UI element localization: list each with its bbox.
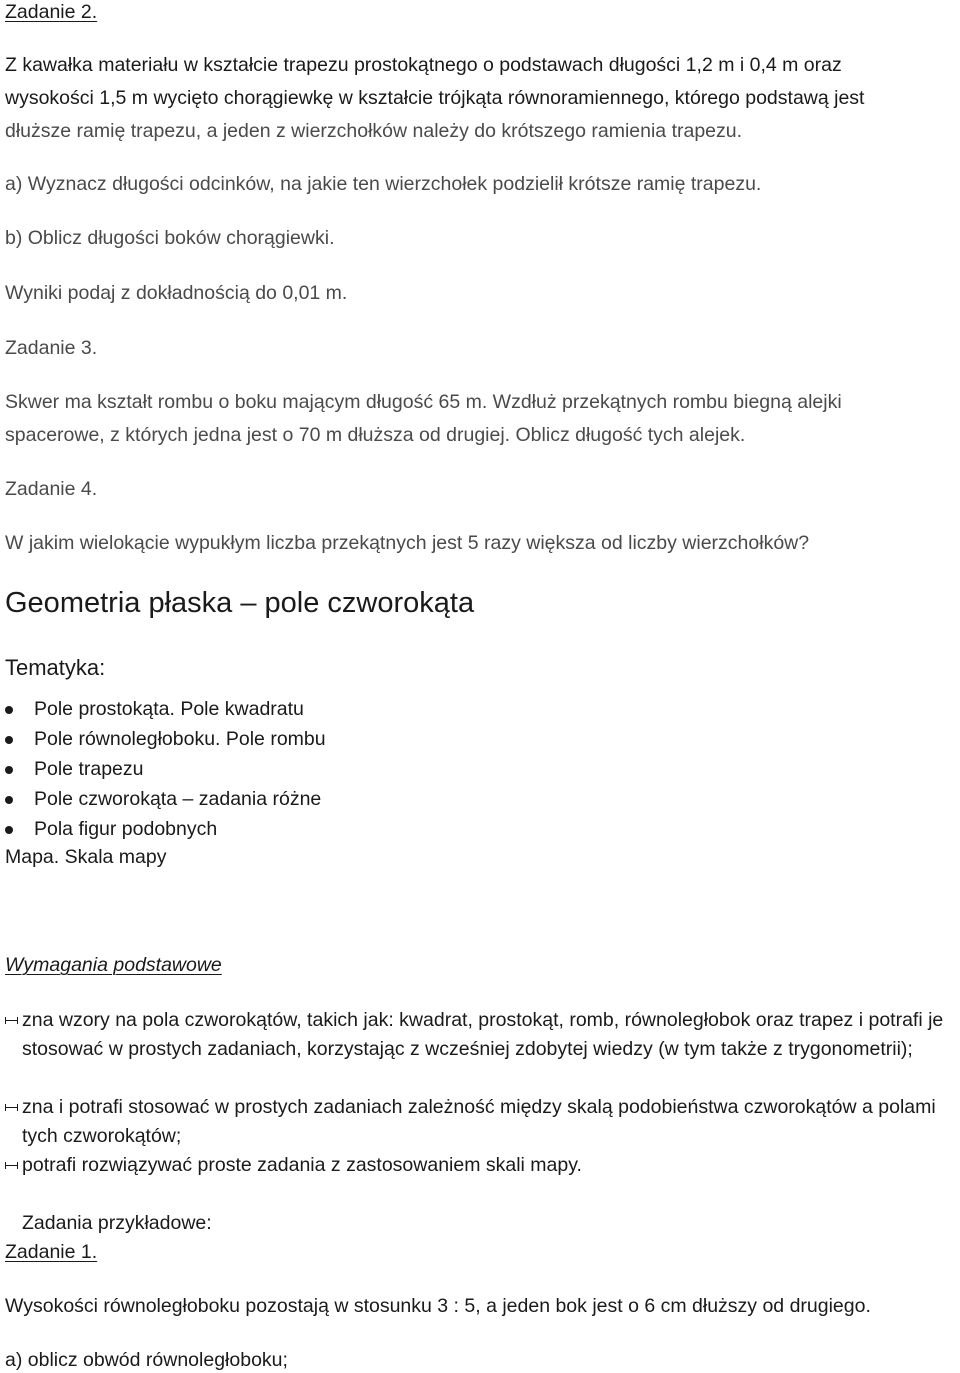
task4-title: Zadanie 4. <box>5 478 98 500</box>
dash-bullet-icon <box>5 1107 18 1108</box>
topic-label: Pole trapezu <box>34 758 144 780</box>
task2-text-line2: wysokości 1,5 m wycięto chorągiewkę w kształcie trójkąta równoramiennego, którego podstawą jest <box>5 87 865 109</box>
example-task1-text: Wysokości równoległoboku pozostają w stosunku 3 : 5, a jeden bok jest o 6 cm dłuższy od drugiego. <box>5 1295 871 1317</box>
bullet-icon <box>5 766 13 774</box>
task2-text-line1: Z kawałka materiału w kształcie trapezu prostokątnego o podstawach długości 1,2 m i 0,4 m oraz <box>5 54 842 76</box>
requirement-text: zna wzory na pola czworokątów, takich jak: kwadrat, prostokąt, romb, równoległobok oraz trapez i potrafi je stosować w prostych zadaniach, korzystając z wcześniej zdobytej wiedzy (w tym także z trygonometrii); <box>22 1009 944 1060</box>
dash-bullet-icon <box>5 1165 18 1166</box>
requirements-title: Wymagania podstawowe <box>5 954 222 976</box>
bullet-icon <box>5 706 13 714</box>
bullet-icon <box>5 736 13 744</box>
bullet-icon <box>5 826 13 834</box>
dash-bullet-icon <box>5 1020 18 1021</box>
task2-precision: Wyniki podaj z dokładnością do 0,01 m. <box>5 282 348 304</box>
topic-label: Pole równoległoboku. Pole rombu <box>34 728 326 750</box>
task2-part-a: a) Wyznacz długości odcinków, na jakie ten wierzchołek podzielił krótsze ramię trapezu. <box>5 173 762 195</box>
task2-part-b: b) Oblicz długości boków chorągiewki. <box>5 227 335 249</box>
topic-label: Pola figur podobnych <box>34 818 218 840</box>
topics-label: Tematyka: <box>5 655 106 680</box>
task2-title: Zadanie 2. <box>5 1 98 23</box>
bullet-icon <box>5 796 13 804</box>
section-heading: Geometria płaska – pole czworokąta <box>5 587 475 619</box>
extra-topic: Mapa. Skala mapy <box>5 846 167 868</box>
task2-text-line3: dłuższe ramię trapezu, a jeden z wierzchołków należy do krótszego ramienia trapezu. <box>5 120 743 142</box>
requirement-text: potrafi rozwiązywać proste zadania z zastosowaniem skali mapy. <box>22 1154 582 1176</box>
topic-label: Pole czworokąta – zadania różne <box>34 788 322 810</box>
task3-text-line1: Skwer ma kształt rombu o boku mającym długość 65 m. Wzdłuż przekątnych rombu biegną alejki <box>5 391 842 413</box>
example-task1-part-a: a) oblicz obwód równoległoboku; <box>5 1349 288 1371</box>
task3-text-line2: spacerowe, z których jedna jest o 70 m dłuższa od drugiej. Oblicz długość tych alejek. <box>5 424 746 446</box>
task3-title: Zadanie 3. <box>5 337 98 359</box>
example-task1-title: Zadanie 1. <box>5 1241 98 1263</box>
examples-label: Zadania przykładowe: <box>22 1212 212 1234</box>
topic-label: Pole prostokąta. Pole kwadratu <box>34 698 304 720</box>
requirement-text: zna i potrafi stosować w prostych zadaniach zależność między skalą podobieństwa czworokątów a polami tych czworokątów; <box>22 1096 936 1147</box>
task4-text-line1: W jakim wielokącie wypukłym liczba przekątnych jest 5 razy większa od liczby wierzchołków? <box>5 532 810 554</box>
